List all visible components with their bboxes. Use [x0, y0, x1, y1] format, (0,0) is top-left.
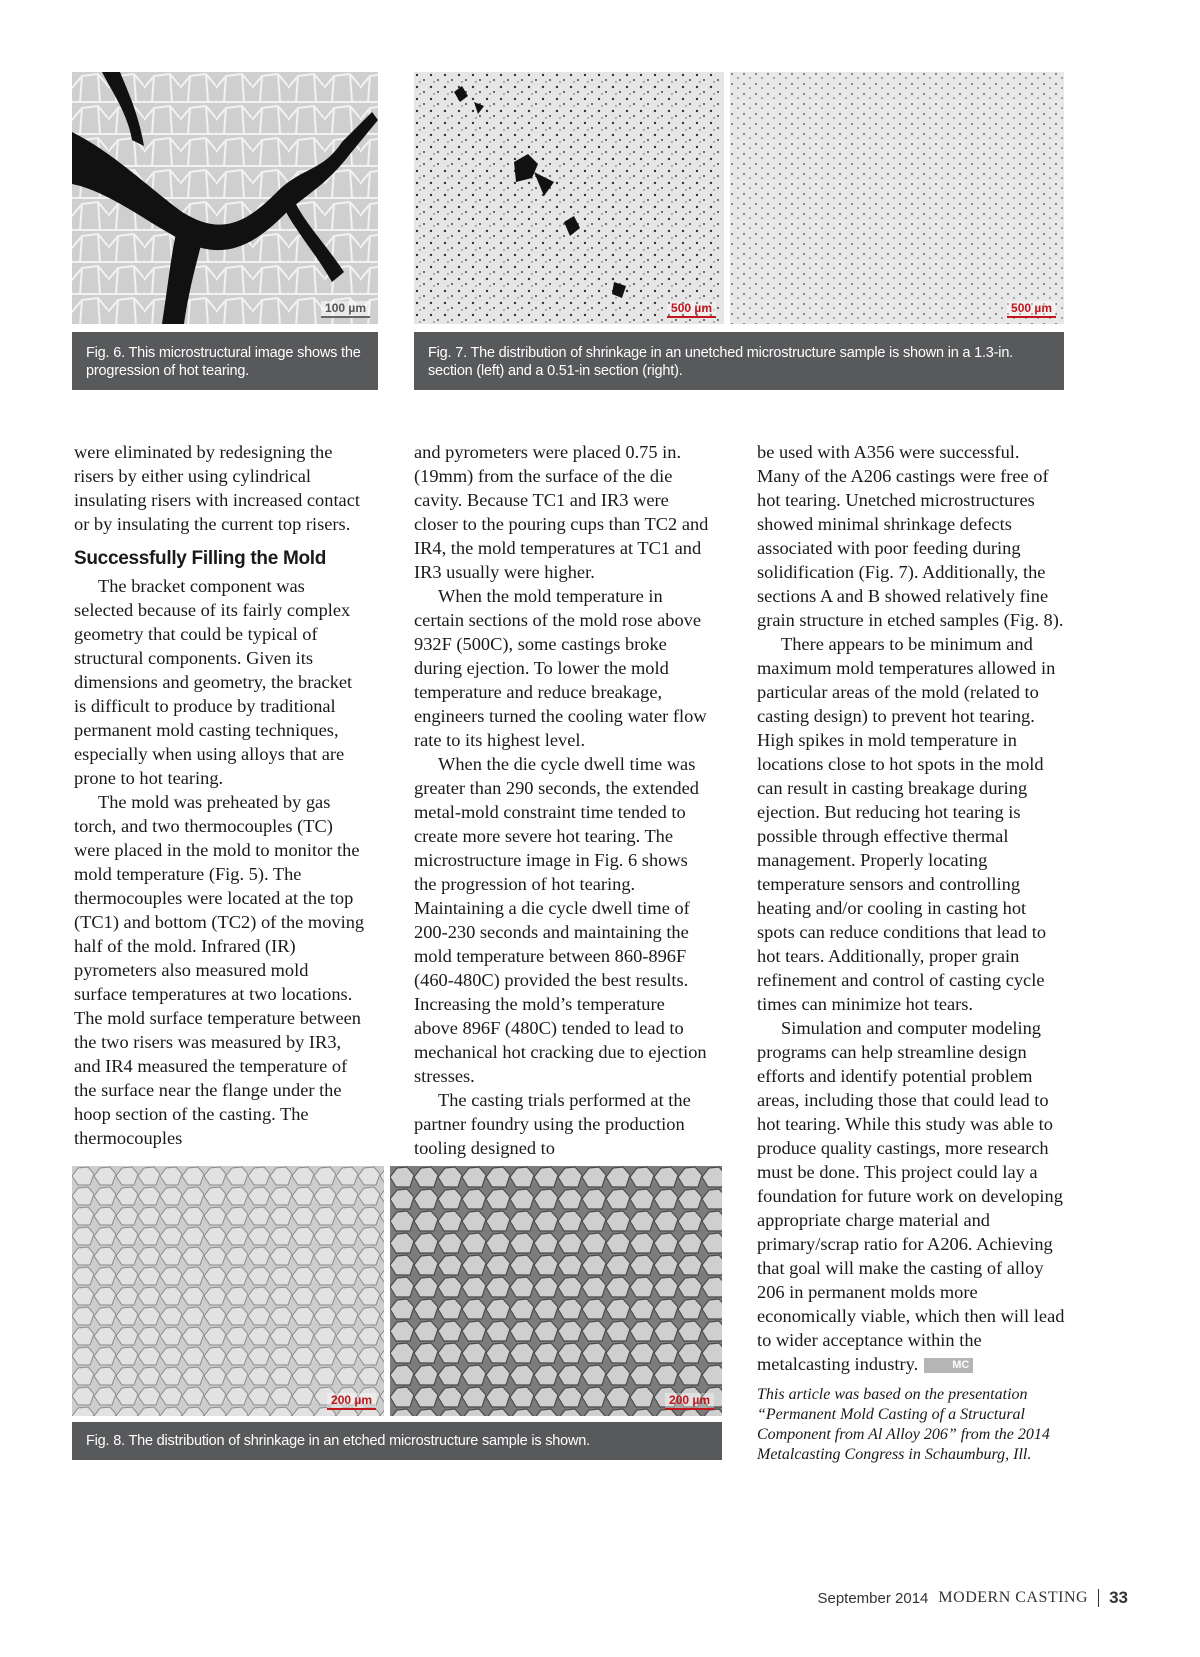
fig8-caption-text: Fig. 8. The distribution of shrinkage in an etched microstructure sample is shown. — [86, 1433, 590, 1449]
fig7-left-micrograph — [414, 72, 724, 324]
column-3 — [757, 440, 1065, 1376]
footer-divider — [1098, 1589, 1099, 1607]
fig8-caption — [72, 1422, 722, 1460]
article-credit-text: This article was based on the presentation “Permanent Mold Casting of a Structural Component from Al Alloy 206” from the 2014 Metalcasting Congress in Schaumburg, Ill. — [757, 1386, 1050, 1463]
fig6-micrograph — [72, 72, 378, 324]
article-credit — [757, 1385, 1062, 1465]
column-2 — [414, 440, 710, 1160]
fig6-caption — [72, 332, 378, 390]
col3-paragraph-3 — [757, 1016, 1065, 1376]
fig7-caption-text: Fig. 7. The distribution of shrinkage in an unetched microstructure sample is shown in a 1.3-in. section (left) and a 0.51-in section (right). — [428, 345, 1014, 379]
fig8-left-scale-bar: 200 µm — [327, 1393, 376, 1410]
fig8-right-scale-bar: 200 µm — [665, 1393, 714, 1410]
fig6-scale-bar: 100 µm — [321, 301, 370, 318]
fig6-caption-text: Fig. 6. This microstructural image shows the progression of hot tearing. — [86, 345, 361, 379]
column-1 — [74, 440, 366, 1150]
section-heading: Successfully Filling the Mold — [74, 548, 327, 569]
fig7-caption — [414, 332, 1064, 390]
page-footer — [817, 1588, 1128, 1608]
fig7-right-micrograph — [730, 72, 1064, 324]
fig8-left-micrograph — [72, 1166, 384, 1416]
fig8-right-micrograph — [390, 1166, 722, 1416]
col1-paragraph-1: were eliminated by redesigning the risers by either using cylindrical insulating risers with increased contact or by insulating the current top risers. — [74, 442, 360, 534]
col3-paragraph-1: be used with A356 were successful. Many of the A206 castings were free of hot tearing. Unetched microstructures showed minimal shrinkage defects associated with poor feeding during solidification (Fig. 7). Additionally, the sections A and B showed relatively fine grain structure in etched samples (Fig. 8). — [757, 442, 1064, 630]
end-mark-icon: MC — [924, 1358, 973, 1373]
page-number: 33 — [1109, 1588, 1128, 1607]
col2-paragraph-3: When the die cycle dwell time was greater than 290 seconds, the extended metal-mold constraint time tended to create more severe hot tearing. The microstructure image in Fig. 6 shows the progression of hot tearing. Maintaining a die cycle dwell time of 200-230 seconds and maintaining the mold temperature between 860-896F (460-480C) provided the best results. Increasing the mold’s temperature above 896F (480C) tended to lead to mechanical hot cracking due to ejection stresses. — [414, 754, 707, 1086]
col3-paragraph-2: There appears to be minimum and maximum mold temperatures allowed in particular areas of the mold (related to casting design) to prevent hot tearing. High spikes in mold temperature in locations close to hot spots in the mold can result in casting breakage during ejection. But reducing hot tearing is possible through effective thermal management. Properly locating temperature sensors and controlling heating and/or cooling in casting hot spots can reduce conditions that lead to hot tears. Additionally, proper grain refinement and control of casting cycle times can minimize hot tears. — [757, 634, 1056, 1014]
fig7-right-scale-bar: 500 µm — [1007, 301, 1056, 318]
col2-paragraph-2: When the mold temperature in certain sections of the mold rose above 932F (500C), some castings broke during ejection. To lower the mold temperature and reduce breakage, engineers turned the cooling water flow rate to its highest level. — [414, 586, 707, 750]
issue-date: September 2014 — [817, 1589, 929, 1607]
fig7-left-scale-bar: 500 µm — [667, 301, 716, 318]
col3-paragraph-3-text: Simulation and computer modeling programs can help streamline design efforts and identify potential problem areas, including those that could lead to hot tearing. While this study was able to produce quality castings, more research must be done. This project could lay a foundation for future work on developing appropriate charge material and primary/scrap ratio for A206. Achieving that goal will make the casting of alloy 206 in permanent molds more economically viable, which then will lead to wider acceptance within the metalcasting industry. — [757, 1018, 1065, 1374]
col2-paragraph-1: and pyrometers were placed 0.75 in. (19mm) from the surface of the die cavity. Because TC1 and IR3 were closer to the pouring cups than TC2 and IR4, the mold temperatures at TC1 and IR3 usually were higher. — [414, 442, 709, 582]
col1-paragraph-3: The mold was preheated by gas torch, and two thermocouples (TC) were placed in the mold to monitor the mold temperature (Fig. 5). The thermocouples were located at the top (TC1) and bottom (TC2) of the moving half of the mold. Infrared (IR) pyrometers also measured mold surface temperatures at two locations. The mold surface temperature between the two risers was measured by IR3, and IR4 measured the temperature of the surface near the flange under the hoop section of the casting. The thermocouples — [74, 792, 365, 1148]
magazine-name: MODERN CASTING — [938, 1589, 1089, 1606]
col1-paragraph-2: The bracket component was selected because of its fairly complex geometry that could be typical of structural components. Given its dimensions and geometry, the bracket is difficult to produce by traditional permanent mold casting techniques, especially when using alloys that are prone to hot tearing. — [74, 576, 353, 788]
col2-paragraph-4: The casting trials performed at the partner foundry using the production tooling designed to — [414, 1090, 691, 1158]
